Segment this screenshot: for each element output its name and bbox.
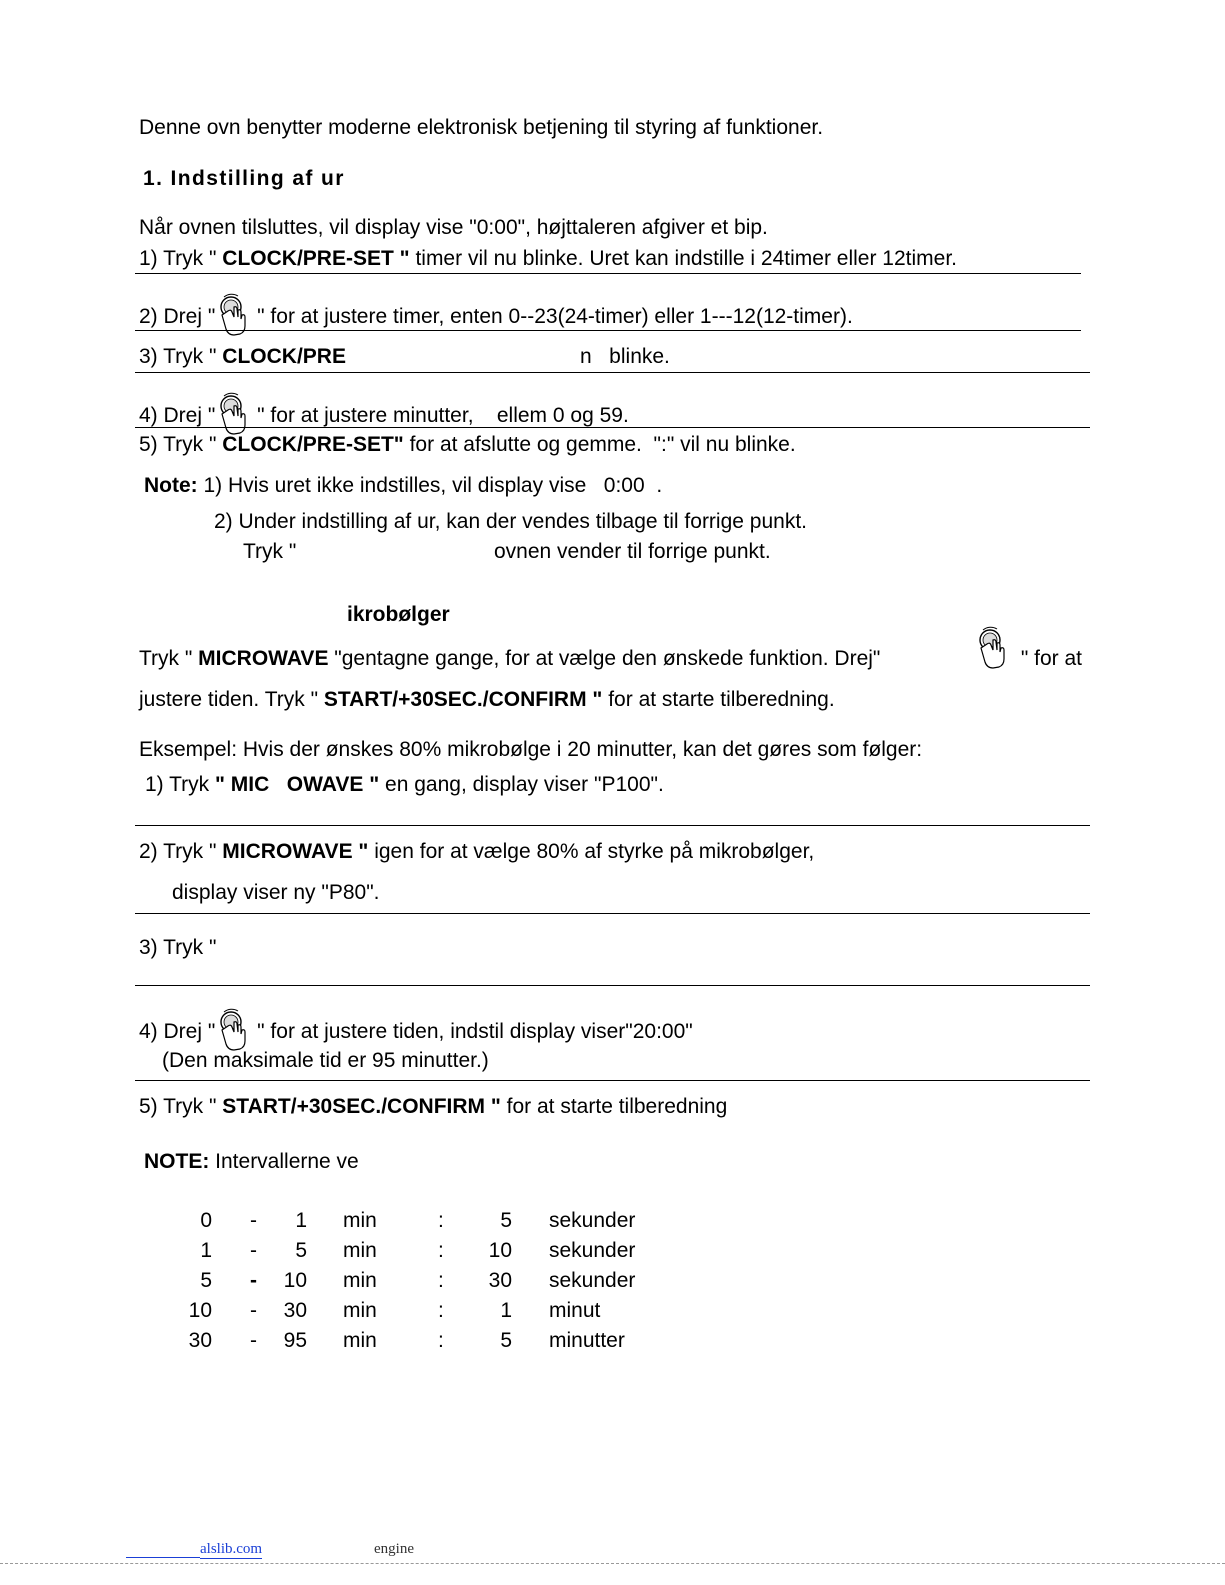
table-cell: :	[438, 1299, 444, 1322]
table-cell: -	[250, 1329, 257, 1352]
table-cell: min	[343, 1239, 377, 1262]
table-cell: 1	[500, 1299, 512, 1322]
table-cell: 5	[200, 1269, 212, 1292]
table-cell: -	[250, 1209, 257, 1232]
table-cell: :	[438, 1329, 444, 1352]
table-cell: 10	[283, 1269, 307, 1292]
table-cell: 30	[188, 1329, 212, 1352]
microwave-intro-1-tail: " for at	[1015, 647, 1082, 670]
table-cell: 10	[188, 1299, 212, 1322]
table-cell: min	[343, 1299, 377, 1322]
table-cell: 30	[488, 1269, 512, 1292]
footer-engine-text: engine	[374, 1541, 414, 1557]
clock-note-1: Note: 1) Hvis uret ikke indstilles, vil display vise 0:00 .	[144, 474, 663, 497]
divider	[135, 985, 1090, 986]
table-cell: :	[438, 1239, 444, 1262]
table-cell: sekunder	[549, 1209, 636, 1232]
footer-divider	[0, 1563, 1225, 1564]
microwave-step-5: 5) Tryk " START/+30SEC./CONFIRM " for at starte tilberedning	[139, 1095, 728, 1118]
footer-link[interactable]: alslib.com	[200, 1541, 263, 1557]
clock-step-3-tail: n blinke.	[580, 345, 670, 368]
clock-step-1: 1) Tryk " CLOCK/PRE-SET " timer vil nu blinke. Uret kan indstille i 24timer eller 12timer.	[139, 247, 957, 270]
table-cell: sekunder	[549, 1269, 636, 1292]
microwave-step-3: 3) Tryk "	[139, 936, 217, 959]
microwave-step-1: 1) Tryk " MIC OWAVE " en gang, display viser "P100".	[145, 773, 664, 796]
microwave-intro-1: Tryk " MICROWAVE "gentagne gange, for at vælge den ønskede funktion. Drej"	[139, 647, 881, 670]
table-cell: min	[343, 1209, 377, 1232]
table-cell: 0	[200, 1209, 212, 1232]
table-cell: 10	[488, 1239, 512, 1262]
dial-knob-icon	[975, 626, 1009, 670]
clock-note-3: Tryk "	[243, 540, 297, 563]
section-heading-clock: 1. Indstilling af ur	[143, 167, 345, 190]
intro-text: Denne ovn benytter moderne elektronisk betjening til styring af funktioner.	[139, 116, 824, 139]
microwave-step-2b: display viser ny "P80".	[172, 881, 380, 904]
table-cell: 1	[295, 1209, 307, 1232]
table-cell: -	[250, 1299, 257, 1322]
microwave-example: Eksempel: Hvis der ønskes 80% mikrobølge i 20 minutter, kan det gøres som følger:	[139, 738, 923, 761]
table-cell: minut	[549, 1299, 601, 1322]
footer-link-underline	[126, 1557, 200, 1558]
clock-step-3: 3) Tryk " CLOCK/PRE	[139, 345, 346, 368]
table-cell: 30	[283, 1299, 307, 1322]
clock-note-2: 2) Under indstilling af ur, kan der vendes tilbage til forrige punkt.	[214, 510, 807, 533]
microwave-note: NOTE: Intervallerne ve	[144, 1150, 359, 1173]
microwave-step-4b: (Den maksimale tid er 95 minutter.)	[162, 1049, 489, 1072]
dial-knob-icon	[216, 1008, 250, 1052]
clock-intro: Når ovnen tilsluttes, vil display vise "0:00", højttaleren afgiver et bip.	[139, 216, 768, 239]
table-cell: min	[343, 1269, 377, 1292]
divider	[135, 330, 1081, 331]
table-cell: sekunder	[549, 1239, 636, 1262]
table-cell: minutter	[549, 1329, 625, 1352]
table-cell: 5	[295, 1239, 307, 1262]
interval-table	[0, 1206, 700, 1366]
microwave-step-2: 2) Tryk " MICROWAVE " igen for at vælge 80% af styrke på mikrobølger,	[139, 840, 815, 863]
table-cell: :	[438, 1269, 444, 1292]
table-cell: 95	[283, 1329, 307, 1352]
table-cell: min	[343, 1329, 377, 1352]
table-cell: :	[438, 1209, 444, 1232]
divider	[135, 427, 1090, 428]
divider	[135, 825, 1090, 826]
clock-step-4: 4) Drej " " for at justere minutter, ellem 0 og 59.	[139, 392, 629, 436]
section-heading-microwave: ikrobølger	[347, 603, 450, 626]
microwave-intro-2: justere tiden. Tryk " START/+30SEC./CONFIRM " for at starte tilberedning.	[139, 688, 835, 711]
microwave-step-4: 4) Drej " " for at justere tiden, indstil display viser"20:00"	[139, 1008, 693, 1052]
table-cell: -	[250, 1269, 257, 1292]
divider	[135, 372, 1090, 373]
table-cell: -	[250, 1239, 257, 1262]
table-cell: 1	[200, 1239, 212, 1262]
dial-knob-icon	[216, 392, 250, 436]
clock-step-5: 5) Tryk " CLOCK/PRE-SET" for at afslutte og gemme. ":" vil nu blinke.	[139, 433, 796, 456]
clock-step-2: 2) Drej " " for at justere timer, enten 0--23(24-timer) eller 1---12(12-timer).	[139, 293, 853, 337]
table-cell: 5	[500, 1209, 512, 1232]
divider	[135, 913, 1090, 914]
divider	[135, 1080, 1090, 1081]
table-cell: 5	[500, 1329, 512, 1352]
clock-note-3-tail: ovnen vender til forrige punkt.	[494, 540, 771, 563]
divider	[135, 273, 1081, 274]
